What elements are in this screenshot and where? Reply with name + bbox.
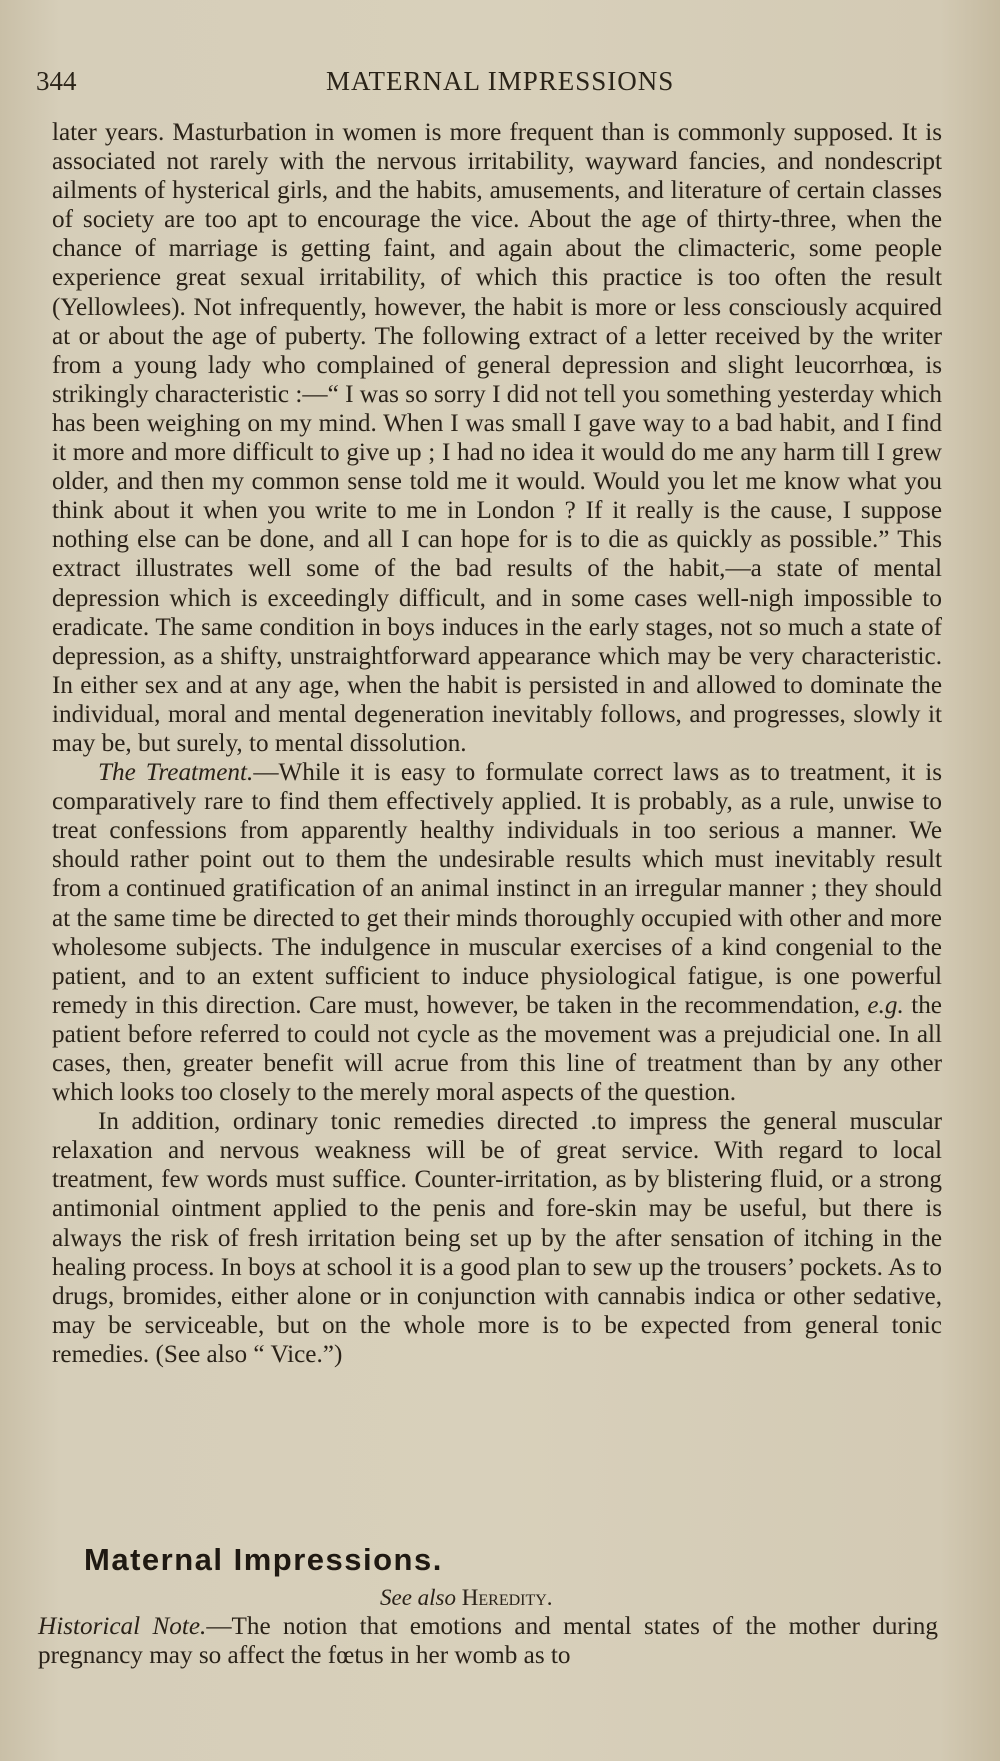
historical-note	[38, 1612, 938, 1670]
treatment-label: The Treatment.	[98, 759, 254, 787]
paragraph-tonic-remedies: In addition, ordinary tonic remedies directed .to impress the general muscular relaxation and nervous weakness will be of great service. With regard to local treatment, few words must suffice. Counter-irritation, as by blistering fluid, or a strong antimonial ointment applied to the penis and fore-skin may be useful, but there is always the risk of fresh irritation being set up by the after sensation of itching in the healing process. In boys at school it is a good plan to sew up the trousers’ pockets. As to drugs, bromides, either alone or in conjunction with cannabis indica or other sedative, may be serviceable, but on the whole more is to be expected from general tonic remedies. (See also “ Vice.”)	[52, 1108, 942, 1368]
paragraph-treatment	[52, 758, 942, 1107]
see-also-link: Heredity.	[461, 1585, 553, 1610]
paragraph-masturbation: later years. Masturbation in women is more frequent than is commonly supposed. It is associated not rarely with the nervous irritability, wayward fancies, and nondescript ailments of hysterical girls, and the habits, amusements, and literature of certain classes of society are too apt to encourage the vice. About the age of thirty-three, when the chance of marriage is getting faint, and again about the climacteric, some people experience great sexual irritability, of which this practice is too often the result (Yellowlees). Not infrequently, however, the habit is more or less consciously acquired at or about the age of puberty. The following extract of a letter received by the writer from a young lady who complained of general depression and slight leucorrhœa, is strikingly characteristic :—“ I was so sorry I did not tell you something yesterday which has been weighing on my mind. When I was small I gave way to a bad habit, and I find it more and more difficult to give up ; I had no idea it would do me any harm till I grew older, and then my common sense told me it would. Would you let me know what you think about it when you write to me in London ? If it really is the cause, I suppose nothing else can be done, and all I can hope for is to die as quickly as possible.” This extract illustrates well some of the bad results of the habit,—a state of mental depression which is exceedingly difficult, and in some cases well-nigh impossible to eradicate. The same condition in boys induces in the early stages, not so much a state of depression, as a shifty, unstraightforward appearance which may be very characteristic. In either sex and at any age, when the habit is persisted in and allowed to dominate the individual, moral and mental degeneration inevitably follows, and progresses, slowly it may be, but surely, to mental dissolution.	[52, 119, 942, 757]
page-number: 344	[36, 66, 77, 96]
see-also-prefix: See also	[380, 1585, 457, 1610]
body-text	[52, 118, 942, 1369]
see-also-reference	[380, 1585, 553, 1611]
historical-note-text: —The notion that emotions and mental states of the mother during pregnancy may so affect the fœtus in her womb as to	[38, 1613, 938, 1669]
running-title: MATERNAL IMPRESSIONS	[326, 66, 675, 96]
running-header	[36, 60, 936, 100]
eg-abbreviation: e.g.	[867, 991, 904, 1019]
treatment-text-end: the patient before referred to could not cycle as the movement was a prejudicial one. In all cases, then, greater benefit will acrue from this line of treatment than by any other which looks too closely to the merely moral aspects of the question.	[52, 991, 942, 1107]
historical-note-label: Historical Note.	[38, 1613, 207, 1640]
section-heading: Maternal Impressions.	[84, 1542, 443, 1577]
treatment-text: —While it is easy to formulate correct laws as to treatment, it is comparatively rare to find them effectively applied. It is probably, as a rule, unwise to treat confessions from apparently healthy individuals in too serious a manner. We should rather point out to them the undesirable results which must inevitably result from a continued gratification of an animal instinct in an irregular manner ; they should at the same time be directed to get their minds thoroughly occupied with other and more wholesome subjects. The indulgence in muscular exercises of a kind congenial to the patient, and to an extent sufficient to induce physiological fatigue, is one powerful remedy in this direction. Care must, however, be taken in the recommendation,	[52, 759, 943, 1019]
